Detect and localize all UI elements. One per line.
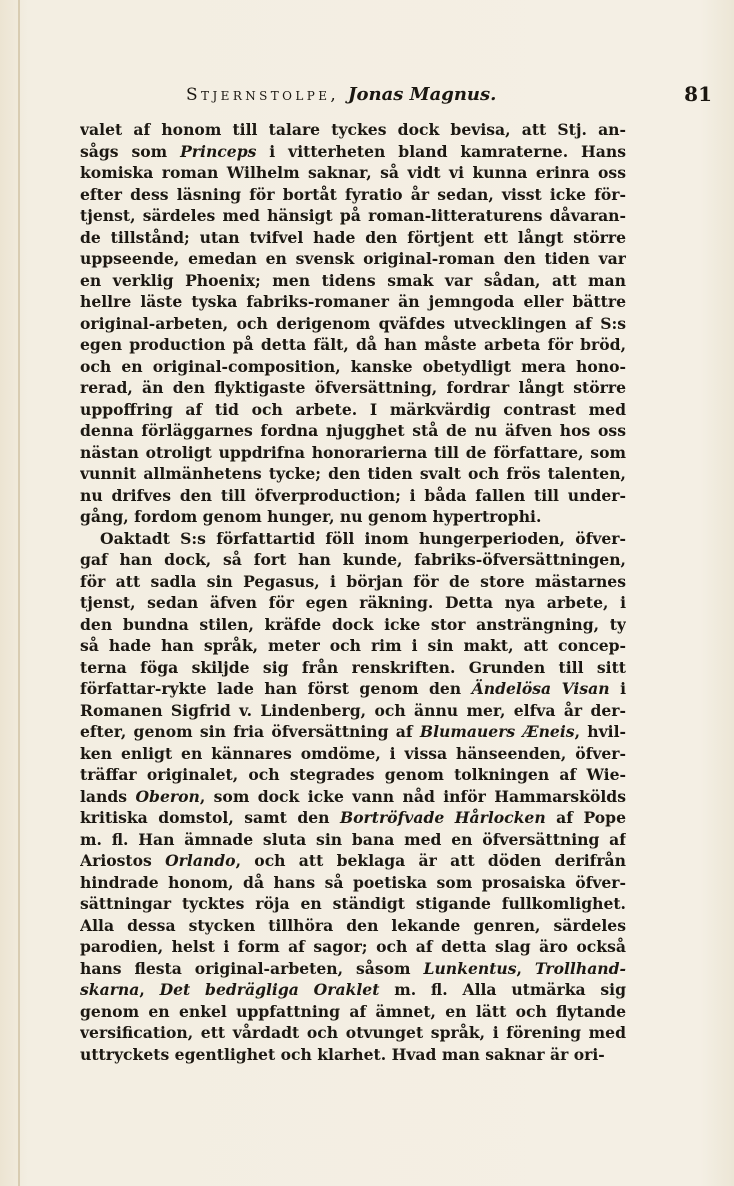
text-run: m. fl. Alla utmärka sig [379,980,626,999]
italic-title: Ändelösa Visan [471,679,610,698]
text-run: Oaktadt S:s författartid föll inom hungerperioden, öfver- [100,528,626,548]
text-line [80,248,626,270]
italic-title: skarna [80,980,140,999]
text-line [80,807,626,829]
text-run: uttryckets egentlighet och klarhet. Hvad man saknar är ori- [80,1044,605,1064]
text-line [80,850,626,872]
text-line [80,334,626,356]
text-run: lands [80,786,136,806]
text-line [80,377,626,399]
text-run: och en original-composition, kanske obetydligt mera hono- [80,356,626,376]
text-run: sättningar tycktes röja en ständigt stigande fullkomlighet. [80,894,626,913]
text-line [80,764,626,786]
italic-title: Orlando [165,851,236,870]
text-run: sågs som [80,141,181,161]
text-line [80,162,626,184]
page-header [186,84,712,112]
text-run: efter dess läsning för bortåt fyratio år sedan, visst icke för- [80,184,626,204]
text-run: parodien, helst i form af sagor; och af detta slag äro också [80,937,626,956]
text-run: den bundna stilen, kräfde dock icke stor ansträngning, ty [80,614,626,634]
text-run: hellre läste tyska fabriks-romaner än jemngoda eller bättre [80,292,626,311]
text-line [80,227,626,249]
italic-title: Oberon [135,786,200,806]
text-run: hans flesta original-arbeten, såsom [80,958,424,978]
text-line [80,635,626,657]
running-head-given-names: Jonas Magnus. [347,84,497,105]
text-run: kritiska domstol, samt den [80,808,340,827]
text-line [80,141,626,163]
text-line [80,872,626,894]
text-line [80,915,626,937]
text-line [80,506,626,528]
text-run: egen production på detta fält, då han måste arbeta för bröd, [80,335,626,354]
text-line [80,786,626,808]
running-head [186,84,496,105]
text-run: en verklig Phoenix; men tidens smak var sådan, att man [80,270,626,290]
text-line [80,442,626,464]
text-line [80,721,626,743]
text-line [80,549,626,571]
text-line [80,313,626,335]
italic-title: Lunkentus [423,958,517,978]
italic-title: Trollhand- [534,958,626,978]
text-run: versification, ett vårdadt och otvunget språk, i förening med [80,1023,626,1042]
text-run: rerad, än den flyktigaste öfversättning, fordrar långt större [80,378,626,397]
text-line [80,485,626,507]
text-run: författar-rykte lade han först genom den [80,679,472,698]
text-run: vunnit allmänhetens tycke; den tiden svalt och frös talenten, [80,464,626,483]
text-run: m. fl. Han ämnade sluta sin bana med en öfversättning af [80,829,626,849]
text-run: original-arbeten, och derigenom qväfdes utvecklingen af S:s [80,313,626,333]
text-line [80,614,626,636]
text-line [80,657,626,679]
text-line [80,291,626,313]
text-run: denna förläggarnes fordna njugghet stå de nu äfven hos oss [80,421,626,440]
text-run: uppoffring af tid och arbete. I märkvärdig contrast med [80,399,626,419]
text-line [80,270,626,292]
text-line [80,743,626,765]
text-line [80,678,626,700]
text-run: , [139,980,160,999]
italic-title: Bortröfvade Hårlocken [339,808,546,827]
text-line [80,184,626,206]
text-line [80,700,626,722]
text-line [80,463,626,485]
text-line [80,119,626,141]
text-run: terna föga skiljde sig från renskriften. Grunden till sitt [80,657,626,677]
text-run: , som dock icke vann nåd inför Hammarskölds [199,786,626,806]
text-run: tjenst, sedan äfven för egen räkning. Detta nya arbete, i [80,593,626,612]
text-run: i [609,679,626,698]
page-number: 81 [684,82,712,106]
text-run: nu drifves den till öfverproduction; i båda fallen till under- [80,485,626,505]
page-gutter [18,0,20,1186]
text-line [80,592,626,614]
text-run: gaf han dock, så fort han kunde, fabriks-öfversättningen, [80,550,626,569]
text-run: så hade han språk, meter och rim i sin makt, att concep- [80,636,626,655]
text-run: valet af honom till talare tyckes dock bevisa, att Stj. an- [80,120,626,139]
text-run: ken enligt en kännares omdöme, i vissa hänseenden, öfver- [80,743,626,763]
body-text [80,119,626,1065]
text-line [80,1022,626,1044]
italic-title: Blumauers Æneis [419,722,575,741]
text-run: träffar originalet, och stegrades genom tolkningen af Wie- [80,765,626,784]
running-head-surname: Stjernstolpe, [186,85,340,105]
italic-title: Det bedrägliga Oraklet [159,980,380,999]
text-line [80,893,626,915]
text-line [80,356,626,378]
text-line [80,829,626,851]
text-run: nästan otroligt uppdrifna honorarierna till de författare, som [80,442,626,462]
text-line [80,205,626,227]
text-run: i vitterheten bland kamraterne. Hans [256,141,626,161]
text-run: hindrade honom, då hans så poetiska som prosaiska öfver- [80,872,626,892]
text-line [80,1001,626,1023]
text-run: , hvil- [574,722,626,741]
text-line [80,420,626,442]
text-run: komiska roman Wilhelm saknar, så vidt vi kunna erinra oss [80,163,626,182]
text-run: efter, genom sin fria öfversättning af [80,722,420,741]
text-run: , och att beklaga är att döden derifrån [235,851,626,870]
text-run: gång, fordom genom hunger, nu genom hypertrophi. [80,507,542,526]
text-run: , [516,958,535,978]
text-run: de tillstånd; utan tvifvel hade den förtjent ett långt större [80,227,626,247]
text-run: uppseende, emedan en svensk original-roman den tiden var [80,249,626,268]
text-line [80,528,626,550]
text-line [80,1044,626,1066]
text-line [80,958,626,980]
text-run: tjenst, särdeles med hänsigt på roman-litteraturens dåvaran- [80,206,626,225]
text-line [80,399,626,421]
text-run: Alla dessa stycken tillhöra den lekande genren, särdeles [80,915,626,935]
text-run: Ariostos [80,851,166,870]
text-run: för att sadla sin Pegasus, i början för de store mästarnes [80,571,626,591]
text-line [80,571,626,593]
text-run: af Pope [545,808,626,827]
text-line [80,979,626,1001]
text-run: Romanen Sigfrid v. Lindenberg, och ännu mer, elfva år der- [80,700,626,720]
text-run: genom en enkel uppfattning af ämnet, en lätt och flytande [80,1001,626,1021]
text-line [80,936,626,958]
italic-title: Princeps [180,141,257,161]
